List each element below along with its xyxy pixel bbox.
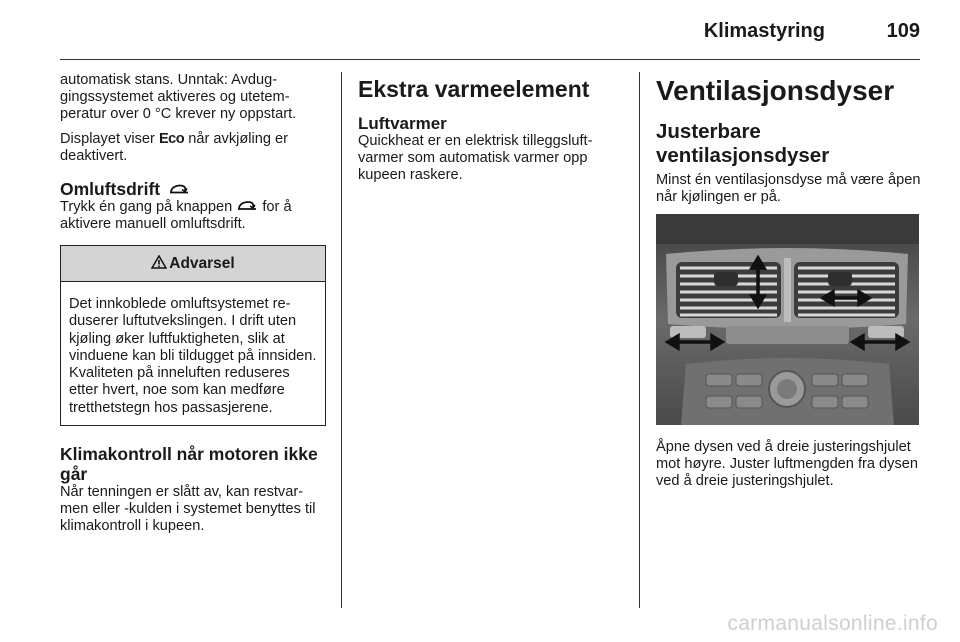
heading-klimakontroll: Klimakontroll når motoren ikke går xyxy=(60,444,318,485)
right-vent xyxy=(794,262,899,318)
heading-omluftsdrift: Omluftsdrift xyxy=(60,179,326,199)
paragraph-autostop: automatisk stans. Unntak: Avduggingssystemet aktiveres og utetemperatur over 0 °C krever ny oppstart. xyxy=(60,72,297,122)
section-title: Klimastyring xyxy=(703,20,825,42)
watermark: carmanualsonline.info xyxy=(727,612,938,635)
page-header xyxy=(60,0,920,60)
paragraph-omluft: Trykk én gang på knappen for å aktivere manuell omluftsdrift. xyxy=(60,199,292,232)
heading-luftvarmer: Luftvarmer xyxy=(358,114,447,133)
paragraph-minst-en: Minst én ventilasjonsdyse må være åpen når kjølingen er på. xyxy=(656,172,921,205)
column-1 xyxy=(60,72,326,543)
left-vent xyxy=(676,262,781,318)
recirculation-icon xyxy=(236,200,258,212)
warning-header xyxy=(61,246,325,282)
warning-box xyxy=(60,245,326,426)
column-3 xyxy=(656,72,922,498)
warning-triangle-icon xyxy=(151,255,167,269)
heading-ekstra-varmeelement: Ekstra varmeelement xyxy=(358,76,590,102)
recirculation-icon xyxy=(168,183,190,196)
paragraph-eco: Displayet viser Eco når avkjøling er deaktivert. xyxy=(60,131,289,164)
vent-illustration xyxy=(656,214,919,425)
paragraph-restvarme: Når tenningen er slått av, kan restvarmen eller -kulden i systemet benyttes til klimakontroll i kupeen. xyxy=(60,484,316,535)
page-number: 109 xyxy=(886,20,920,42)
heading-justerbare: Justerbare ventilasjonsdyser xyxy=(656,120,830,167)
heading-ventilasjonsdyser: Ventilasjonsdyser xyxy=(656,75,895,106)
vent-photo xyxy=(656,214,919,425)
paragraph-aapne-dysen: Åpne dysen ved å dreie justeringshjulet mot høyre. Juster luftmengden fra dysen ved å dreie justeringshjulet. xyxy=(656,439,918,489)
warning-text: Det innkoblede omluftsystemet reduserer luftutvekslingen. I drift uten kjøling øker luftfuktigheten, slik at vinduene kan bli tildugget på innsiden. Kvaliteten på inneluften reduseres etter hvert, noe som kan medføre tretthetstegn hos passasjerene. xyxy=(69,296,317,416)
column-2 xyxy=(358,72,624,192)
paragraph-quickheat: Quickheat er en elektrisk tilleggsluftvarmer som automatisk varmer opp kupeen raskere. xyxy=(358,133,593,183)
warning-title: Advarsel xyxy=(169,255,235,272)
eco-label: Eco xyxy=(158,131,185,147)
column-divider-2 xyxy=(639,72,640,608)
column-divider-1 xyxy=(341,72,342,608)
